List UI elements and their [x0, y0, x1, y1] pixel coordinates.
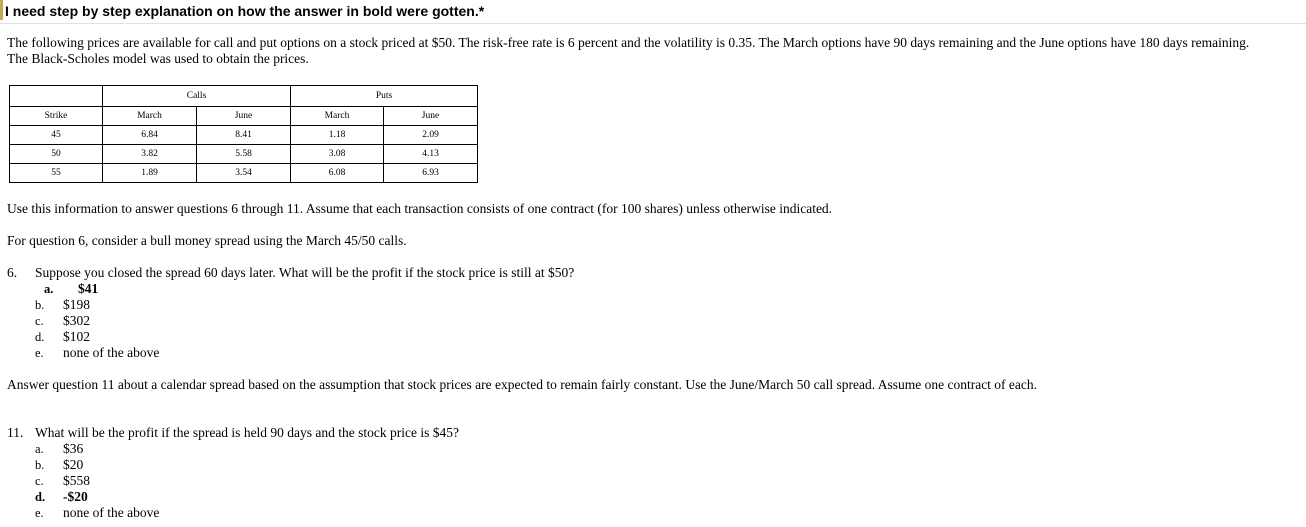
- q6-option-a-answer: $41: [78, 281, 99, 296]
- table-cell: 6.84: [103, 126, 197, 145]
- question-heading: I need step by step explanation on how the answer in bold were gotten.*: [5, 3, 485, 19]
- q6-option-a-letter: a.: [44, 282, 54, 296]
- table-group-calls: Calls: [103, 86, 291, 107]
- table-cell: 6.08: [291, 164, 384, 183]
- q11-intro-paragraph: Answer question 11 about a calendar spread based on the assumption that stock prices are expected to remain fairly constant. Use the June/March 50 call spread. Assume one contract of each.: [7, 377, 1038, 392]
- option-price-table: [9, 85, 478, 183]
- table-cell: 55: [10, 164, 103, 183]
- table-cell-empty: [10, 86, 103, 107]
- table-row: [10, 164, 478, 183]
- q6-number: 6.: [7, 265, 18, 280]
- q6-option-b-letter: b.: [35, 298, 45, 312]
- q6-option-d-letter: d.: [35, 330, 45, 344]
- table-row: [10, 145, 478, 164]
- table-row: [10, 126, 478, 145]
- q11-option-a-text: $36: [63, 441, 84, 456]
- q11-number: 11.: [7, 425, 24, 440]
- table-header-puts-june: June: [384, 107, 478, 126]
- table-cell: 2.09: [384, 126, 478, 145]
- heading-divider: [0, 23, 1306, 24]
- q11-option-d-answer: -$20: [63, 489, 88, 504]
- intro-paragraph: [7, 35, 1306, 67]
- table-cell: 3.82: [103, 145, 197, 164]
- table-group-puts: Puts: [291, 86, 478, 107]
- q11-option-a-letter: a.: [35, 442, 44, 456]
- use-info-paragraph: Use this information to answer questions 6 through 11. Assume that each transaction consists of one contract (for 100 shares) unless otherwise indicated.: [7, 201, 833, 216]
- q6-option-d-text: $102: [63, 329, 90, 344]
- q6-option-e-letter: e.: [35, 346, 44, 360]
- table-header-row: [10, 107, 478, 126]
- q11-question: What will be the profit if the spread is held 90 days and the stock price is $45?: [35, 425, 460, 440]
- q6-option-b-text: $198: [63, 297, 90, 312]
- q11-option-d-letter: d.: [35, 490, 46, 504]
- table-cell: 1.89: [103, 164, 197, 183]
- q6-intro-paragraph: For question 6, consider a bull money spread using the March 45/50 calls.: [7, 233, 407, 248]
- q11-option-c-letter: c.: [35, 474, 44, 488]
- q11-option-b-text: $20: [63, 457, 84, 472]
- intro-line-2: The Black-Scholes model was used to obtain the prices.: [7, 51, 309, 66]
- table-header-strike: Strike: [10, 107, 103, 126]
- table-cell: 45: [10, 126, 103, 145]
- table-cell: 4.13: [384, 145, 478, 164]
- table-cell: 6.93: [384, 164, 478, 183]
- table-cell: 8.41: [197, 126, 291, 145]
- q11-option-e-text: none of the above: [63, 505, 160, 520]
- table-cell: 3.08: [291, 145, 384, 164]
- table-header-calls-june: June: [197, 107, 291, 126]
- q6-option-c-letter: c.: [35, 314, 44, 328]
- table-header-puts-march: March: [291, 107, 384, 126]
- q6-option-c-text: $302: [63, 313, 90, 328]
- table-cell: 5.58: [197, 145, 291, 164]
- table-cell: 1.18: [291, 126, 384, 145]
- table-header-calls-march: March: [103, 107, 197, 126]
- table-cell: 3.54: [197, 164, 291, 183]
- page-edge-marker: [0, 0, 3, 20]
- q11-option-c-text: $558: [63, 473, 90, 488]
- q6-option-e-text: none of the above: [63, 345, 160, 360]
- table-group-row: [10, 86, 478, 107]
- intro-line-1: The following prices are available for call and put options on a stock priced at $50. The risk-free rate is 6 percent and the volatility is 0.35. The March options have 90 days remaining and the June options have 180 days remaining.: [7, 35, 1250, 50]
- q11-option-e-letter: e.: [35, 506, 44, 520]
- q11-option-b-letter: b.: [35, 458, 45, 472]
- q6-question: Suppose you closed the spread 60 days later. What will be the profit if the stock price is still at $50?: [35, 265, 575, 280]
- table-cell: 50: [10, 145, 103, 164]
